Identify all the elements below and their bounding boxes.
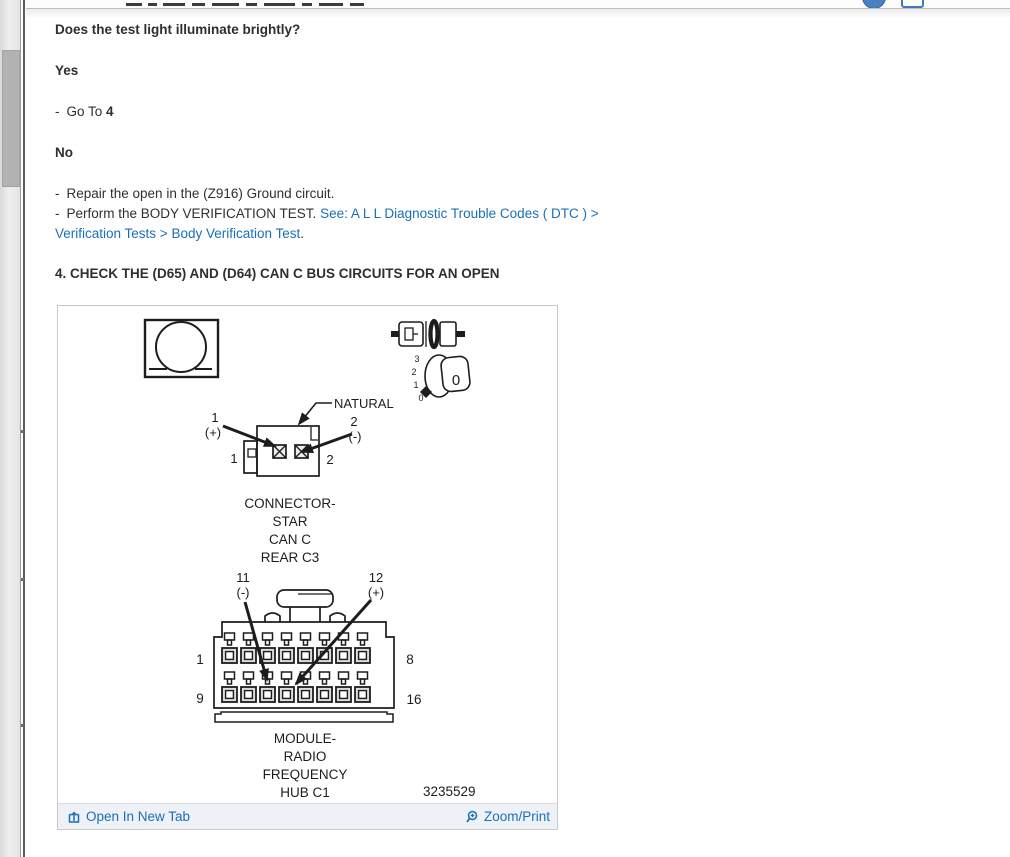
- clipped-title-text: [126, 3, 142, 6]
- natural-leader-arrow: [299, 403, 332, 424]
- yes-label: Yes: [55, 63, 79, 78]
- clipped-title-text: [264, 3, 295, 6]
- clipped-title-text: [148, 3, 157, 6]
- ohmmeter-icon: [145, 320, 218, 377]
- pin11-number: 11: [236, 570, 250, 585]
- row-label-8: 8: [406, 652, 414, 667]
- module-caption-line: HUB C1: [280, 785, 330, 800]
- open-in-new-tab-link[interactable]: [67, 804, 190, 829]
- clipped-title-text: [319, 3, 343, 6]
- pin12-number: 12: [368, 570, 384, 585]
- pin12-sign: (+): [367, 585, 385, 600]
- question-heading: Does the test light illuminate brightly?: [55, 22, 301, 37]
- no-item-1: [55, 186, 334, 202]
- star-caption-line: CAN C: [268, 532, 312, 547]
- no-item-2-wrap: [55, 226, 304, 242]
- star-caption-line: CONNECTOR-: [244, 496, 336, 511]
- scrollbar-edge-line: [20, 0, 21, 857]
- pin2-number: 2: [350, 414, 358, 429]
- row-label-9: 9: [196, 691, 204, 706]
- go-to-text: Go To: [66, 104, 107, 119]
- no-item-2: [55, 206, 599, 222]
- no-label: No: [55, 145, 73, 160]
- ignition-switch-icon: [411, 354, 470, 403]
- user-avatar-icon[interactable]: [862, 0, 886, 9]
- module-caption-line: RADIO: [283, 749, 327, 764]
- verification-test-link[interactable]: See: A L L Diagnostic Trouble Codes ( DTC ) >: [320, 206, 599, 221]
- bullet-dash: -: [55, 186, 60, 201]
- star-caption-line: STAR: [272, 514, 308, 529]
- wiring-diagram-svg: [58, 306, 557, 804]
- step-4-heading: 4. CHECK THE (D65) AND (D64) CAN C BUS CIRCUITS FOR AN OPEN: [55, 266, 500, 281]
- open-in-new-tab-label: Open In New Tab: [86, 809, 191, 824]
- divider-tick: [21, 578, 24, 581]
- pin1-number: 1: [211, 410, 219, 425]
- vertical-scrollbar-track[interactable]: [0, 0, 20, 857]
- pin2-sign: (-): [348, 429, 362, 444]
- bullet-dash: -: [55, 104, 60, 119]
- sentence-period: .: [300, 226, 305, 241]
- key-zero-label: 0: [451, 372, 461, 389]
- toolbar-icon[interactable]: [901, 0, 924, 8]
- clipped-title-text: [246, 3, 257, 6]
- module-caption-line: FREQUENCY: [262, 767, 348, 782]
- row-label-1: 1: [196, 652, 204, 667]
- clipped-title-text: [163, 3, 185, 6]
- verification-test-link[interactable]: Verification Tests > Body Verification Test: [55, 226, 301, 241]
- clipped-title-text: [192, 3, 205, 6]
- no-item-1-text: Repair the open in the (Z916) Ground circuit.: [66, 186, 335, 201]
- pane-divider: [23, 0, 25, 857]
- clipped-title-text: [212, 3, 239, 6]
- star-caption-line: REAR C3: [260, 550, 320, 565]
- svg-text:2: 2: [411, 367, 417, 377]
- pin1-sign: (+): [204, 425, 222, 440]
- no-item-2-text: Perform the BODY VERIFICATION TEST.: [66, 206, 321, 221]
- pin11-sign: (-): [236, 585, 250, 600]
- zoom-print-link[interactable]: [465, 804, 550, 829]
- pin2-arrow: [302, 434, 352, 452]
- vertical-scrollbar-thumb[interactable]: [2, 50, 20, 187]
- row-label-16: 16: [406, 692, 422, 707]
- bullet-dash: -: [55, 206, 60, 221]
- open-in-new-tab-icon: [67, 810, 81, 824]
- pin1-side-number: 1: [230, 451, 238, 466]
- natural-label: NATURAL: [334, 396, 394, 411]
- pin1-arrow: [223, 426, 275, 446]
- go-to-step-number: 4: [106, 104, 114, 119]
- divider-tick: [21, 724, 24, 727]
- pin11-arrow: [245, 602, 267, 680]
- wiring-diagram-image: [58, 306, 557, 804]
- divider-tick: [21, 430, 24, 433]
- figure-toolbar: [58, 803, 557, 829]
- clipped-title-text: [350, 3, 364, 6]
- wiring-diagram-figure: [57, 305, 558, 830]
- go-to-item: [55, 104, 114, 120]
- zoom-print-label: Zoom/Print: [483, 809, 550, 824]
- toolbar-shadow: [26, 9, 1010, 18]
- svg-text:0: 0: [418, 393, 424, 403]
- svg-text:1: 1: [413, 380, 419, 390]
- svg-text:3: 3: [414, 354, 420, 364]
- clipped-toolbar: [26, 0, 1010, 9]
- figure-number: 3235529: [423, 784, 476, 799]
- pin2-side-number: 2: [326, 452, 334, 467]
- module-caption-line: MODULE-: [273, 731, 337, 746]
- clipped-title-text: [302, 3, 312, 6]
- fuse-icon: [391, 321, 465, 347]
- zoom-magnifier-icon: [465, 810, 479, 824]
